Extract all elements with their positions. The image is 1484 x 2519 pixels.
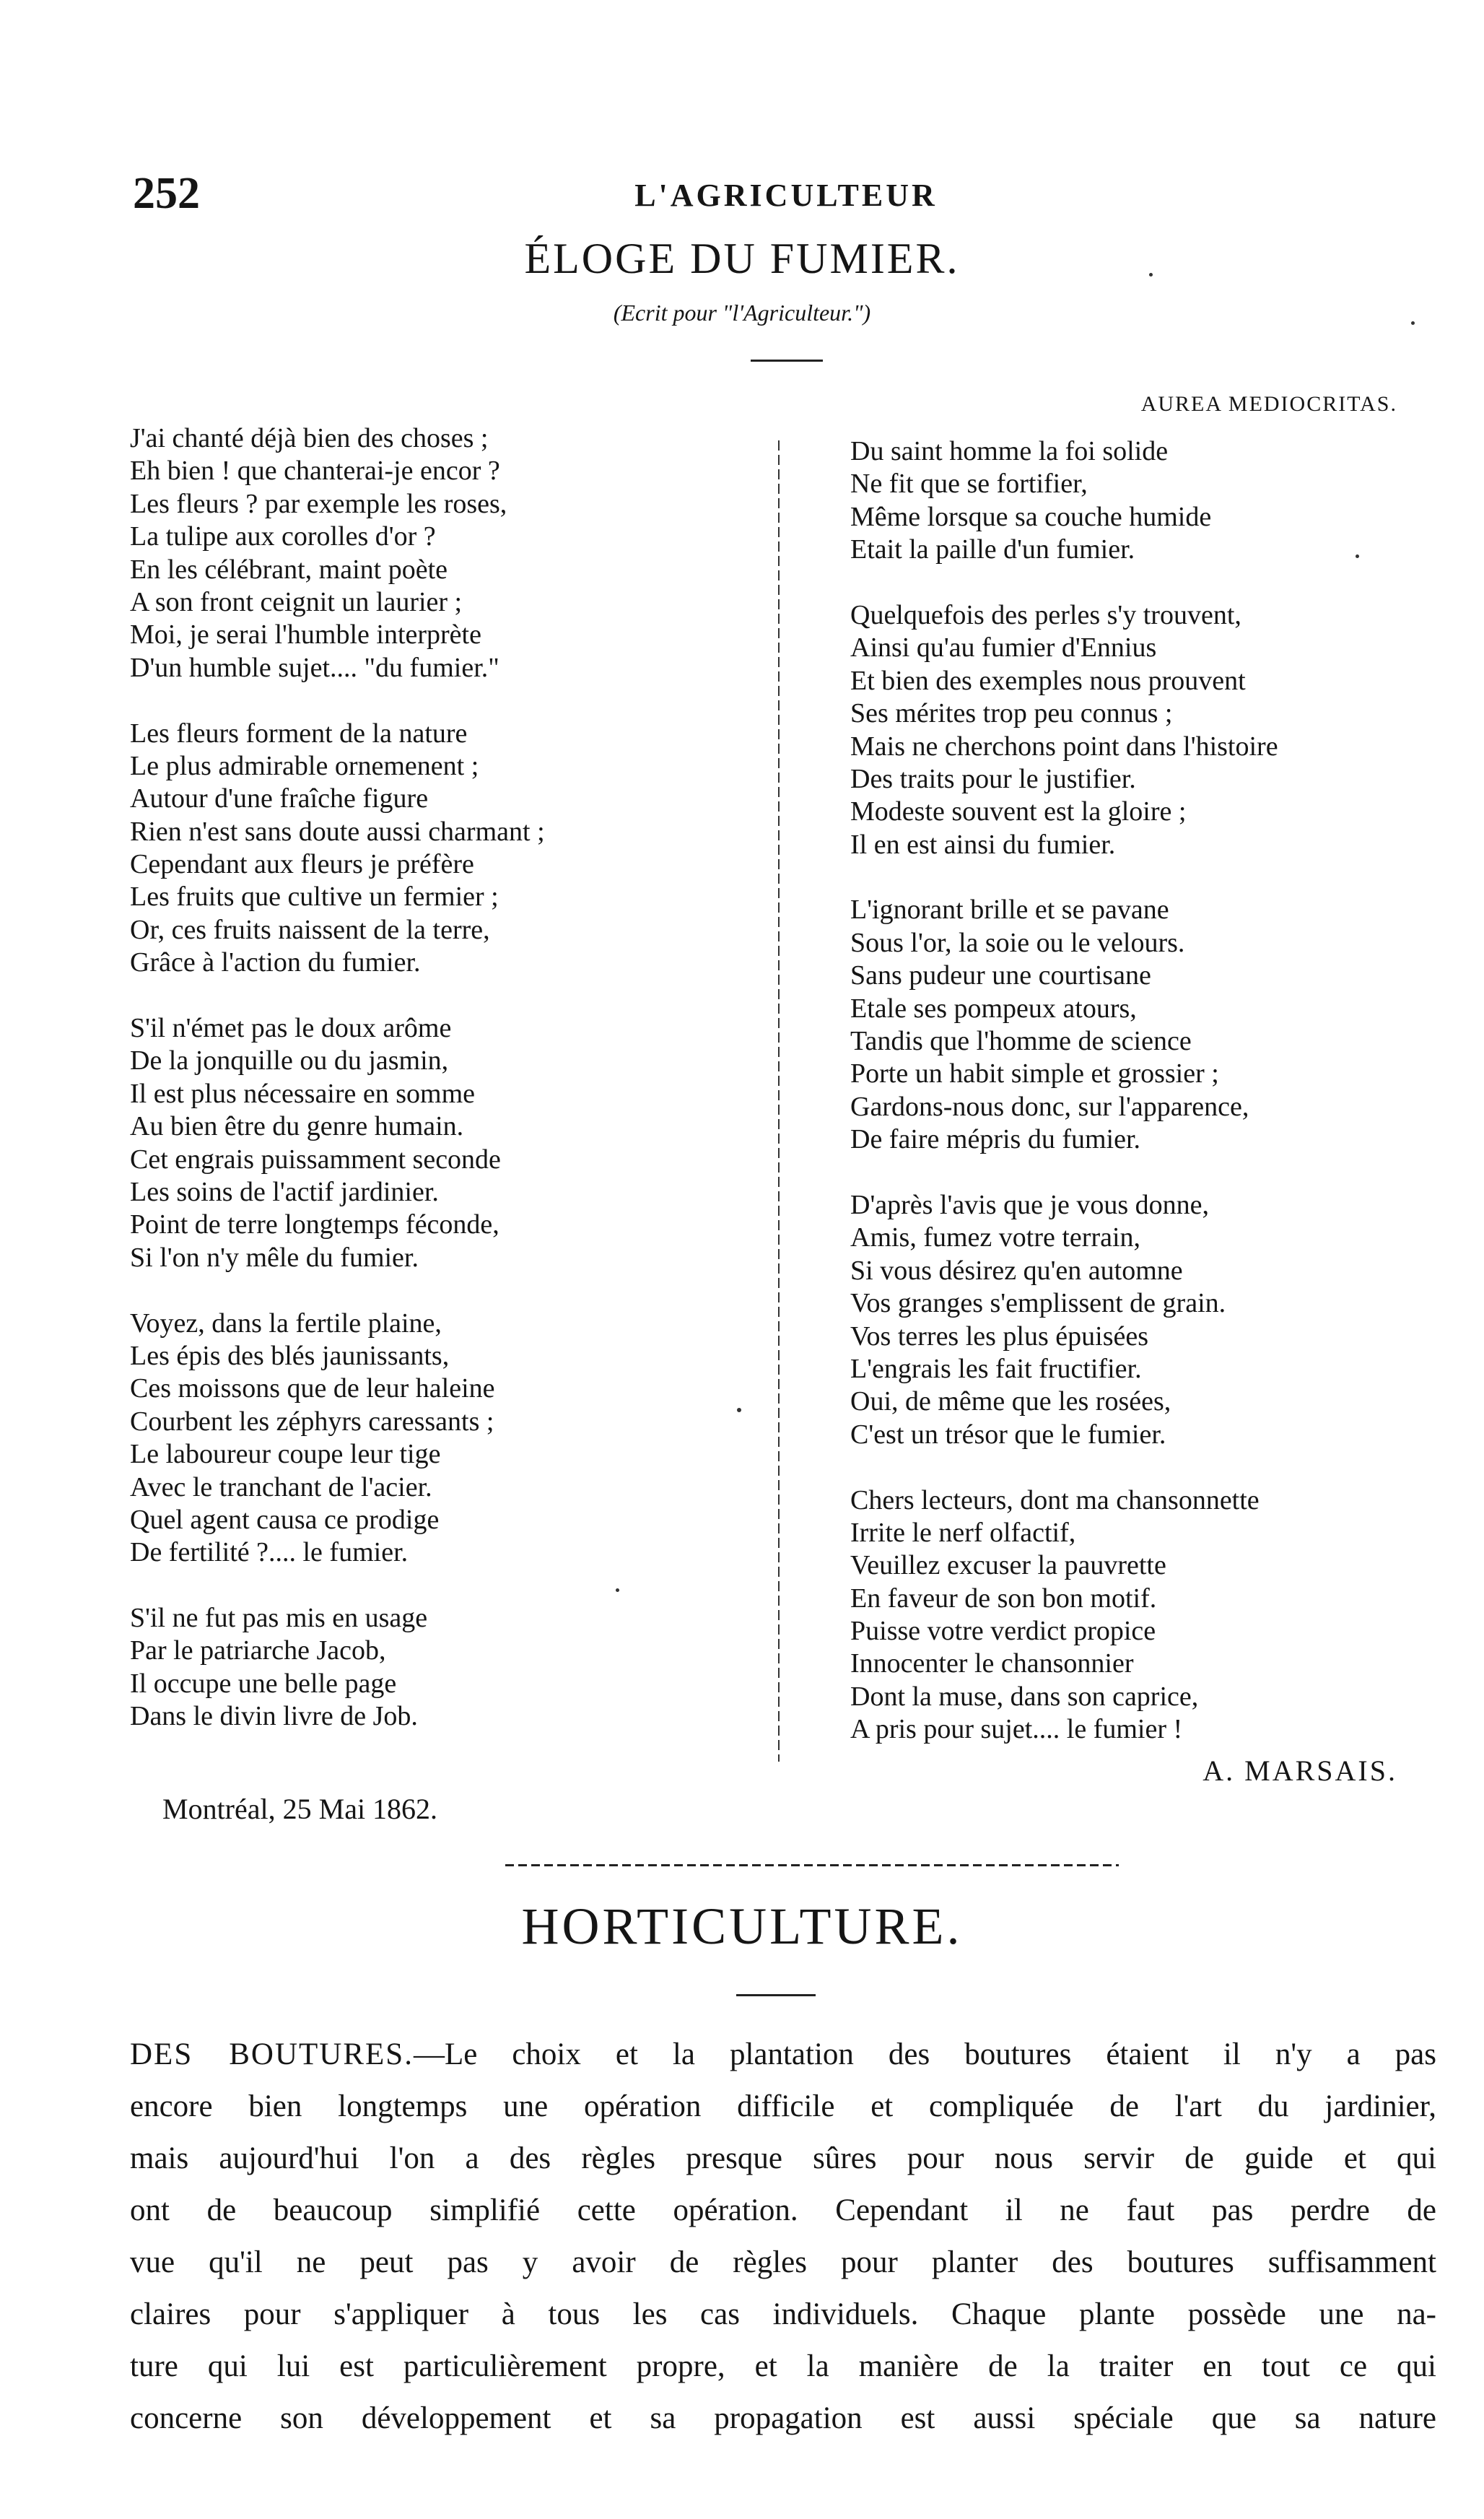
- poem-line: D'après l'avis que je vous donne,: [850, 1189, 1210, 1220]
- poem-line: Amis, fumez votre terrain,: [850, 1222, 1141, 1253]
- stanza-break: [850, 861, 1278, 894]
- paragraph-text: ont de beaucoup simplifié cette opération. Cependant il ne faut pas perdre de: [130, 2193, 1436, 2227]
- poem-line: Point de terre longtemps féconde,: [130, 1209, 499, 1240]
- poem-line: Eh bien ! que chanterai-je encor ?: [130, 456, 500, 487]
- paragraph-text: ture qui lui est particulièrement propre, et la manière de la traiter en tout ce qui: [130, 2349, 1436, 2383]
- poem-line: En faveur de son bon motif.: [850, 1583, 1157, 1614]
- poem-line: Il est plus nécessaire en somme: [130, 1078, 476, 1109]
- stanza-break: [850, 1451, 1278, 1484]
- poem-line: Modeste souvent est la gloire ;: [850, 796, 1187, 827]
- paragraph-text: encore bien longtemps une opération difficile et compliquée de l'art du jardinier,: [130, 2089, 1436, 2123]
- paragraph-line: [130, 2081, 1436, 2133]
- poem-line: Sans pudeur une courtisane: [850, 960, 1151, 991]
- poem-line: Tandis que l'homme de science: [850, 1026, 1192, 1057]
- paragraph-line: [130, 2185, 1436, 2237]
- lead-in: DES BOUTURES.: [130, 2037, 414, 2071]
- poem-line: La tulipe aux corolles d'or ?: [130, 521, 436, 552]
- poem-line: Porte un habit simple et grossier ;: [850, 1058, 1219, 1089]
- poem-line: Rien n'est sans doute aussi charmant ;: [130, 816, 545, 847]
- poem-line: Si l'on n'y mêle du fumier.: [130, 1242, 419, 1273]
- poem-line: De la jonquille ou du jasmin,: [130, 1045, 449, 1076]
- running-title: L'AGRICULTEUR: [634, 178, 938, 213]
- section-title-rule: [736, 1994, 816, 1996]
- poem-line: L'ignorant brille et se pavane: [850, 895, 1169, 926]
- paragraph-line: [130, 2393, 1436, 2445]
- paragraph-text: concerne son développement et sa propagation est aussi spéciale que sa nature: [130, 2401, 1436, 2435]
- page-number: 252: [133, 169, 200, 218]
- poem-line: Cet engrais puissamment seconde: [130, 1144, 501, 1175]
- paragraph-text: —Le choix et la plantation des boutures étaient il n'y a pas: [413, 2037, 1436, 2071]
- poem-line: Chers lecteurs, dont ma chansonnette: [850, 1484, 1260, 1515]
- poem-line: Gardons-nous donc, sur l'apparence,: [850, 1091, 1249, 1122]
- poem-line: Par le patriarche Jacob,: [130, 1635, 386, 1666]
- poem-line: Le plus admirable ornemenent ;: [130, 750, 479, 781]
- poem-line: D'un humble sujet.... "du fumier.": [130, 652, 499, 683]
- poem-line: Innocenter le chansonnier: [850, 1648, 1134, 1679]
- poem-line: Puisse votre verdict propice: [850, 1616, 1156, 1647]
- poem-line: En les célébrant, maint poète: [130, 554, 448, 585]
- poem-line: Le laboureur coupe leur tige: [130, 1439, 441, 1470]
- poem-line: Ses mérites trop peu connus ;: [850, 698, 1173, 729]
- paragraph-line: [130, 2341, 1436, 2393]
- poem-line: Dont la muse, dans son caprice,: [850, 1681, 1199, 1712]
- poem-line: Ces moissons que de leur haleine: [130, 1373, 495, 1404]
- paragraph-line: [130, 2029, 1436, 2081]
- paragraph-line: [130, 2237, 1436, 2289]
- paragraph-line: [130, 2289, 1436, 2341]
- print-speck: [1411, 321, 1415, 325]
- poem-line: A son front ceignit un laurier ;: [130, 586, 463, 617]
- poem-line: Vos terres les plus épuisées: [850, 1321, 1149, 1352]
- print-speck: [1149, 273, 1153, 277]
- print-speck: [1356, 554, 1359, 558]
- poem-line: Moi, je serai l'humble interprète: [130, 619, 481, 651]
- print-speck: [737, 1408, 741, 1412]
- poem-line: Et bien des exemples nous prouvent: [850, 665, 1246, 696]
- poem-line: Ne fit que se fortifier,: [850, 469, 1088, 500]
- poem-line: Même lorsque sa couche humide: [850, 501, 1212, 532]
- author-signature: A. MARSAIS.: [1203, 1754, 1397, 1787]
- stanza-break: [130, 684, 545, 717]
- poem-line: L'engrais les fait fructifier.: [850, 1353, 1142, 1384]
- poem-line: Vos granges s'emplissent de grain.: [850, 1288, 1226, 1319]
- poem-line: Voyez, dans la fertile plaine,: [130, 1308, 442, 1339]
- poem-line: Au bien être du genre humain.: [130, 1111, 464, 1142]
- poem-subtitle: (Ecrit pour "l'Agriculteur."): [613, 300, 871, 326]
- epigraph: AUREA MEDIOCRITAS.: [1140, 392, 1397, 416]
- page-header: [133, 165, 1439, 222]
- poem-line: Quelquefois des perles s'y trouvent,: [850, 599, 1241, 630]
- poem-line: Dans le divin livre de Job.: [130, 1701, 418, 1732]
- poem-line: Les fruits que cultive un fermier ;: [130, 882, 499, 913]
- poem-line: Courbent les zéphyrs caressants ;: [130, 1406, 494, 1437]
- poem-line: A pris pour sujet.... le fumier !: [850, 1714, 1183, 1745]
- section-divider: [505, 1864, 1119, 1866]
- poem-line: Sous l'or, la soie ou le velours.: [850, 927, 1185, 958]
- paragraph-line: [130, 2133, 1436, 2185]
- paragraph-text: vue qu'il ne peut pas y avoir de règles pour planter des boutures suffisamment: [130, 2245, 1436, 2279]
- poem-line: Cependant aux fleurs je préfère: [130, 849, 474, 880]
- poem-title: ÉLOGE DU FUMIER.: [524, 235, 960, 282]
- poem-line: De faire mépris du fumier.: [850, 1124, 1141, 1155]
- section-paragraph: [130, 2029, 1436, 2445]
- poem-line: Etale ses pompeux atours,: [850, 993, 1137, 1024]
- poem-line: Des traits pour le justifier.: [850, 763, 1136, 794]
- poem-line: Mais ne cherchons point dans l'histoire: [850, 731, 1278, 762]
- poem-line: Irrite le nerf olfactif,: [850, 1517, 1076, 1548]
- poem-line: Les soins de l'actif jardinier.: [130, 1176, 439, 1207]
- poem-line: Il occupe une belle page: [130, 1668, 397, 1699]
- print-speck: [616, 1588, 619, 1592]
- poem-right-column: [850, 435, 1278, 1746]
- poem-line: J'ai chanté déjà bien des choses ;: [130, 423, 489, 453]
- poem-line: Il en est ainsi du fumier.: [850, 829, 1116, 860]
- poem-line: Veuillez excuser la pauvrette: [850, 1550, 1166, 1581]
- stanza-break: [850, 567, 1278, 599]
- poem-line: Autour d'une fraîche figure: [130, 783, 429, 814]
- title-rule: [751, 360, 823, 362]
- poem-line: Les fleurs ? par exemple les roses,: [130, 488, 507, 519]
- paragraph-text: claires pour s'appliquer à tous les cas individuels. Chaque plante possède une na-: [130, 2297, 1436, 2331]
- paragraph-text: mais aujourd'hui l'on a des règles presque sûres pour nous servir de guide et qui: [130, 2141, 1436, 2175]
- poem-line: Oui, de même que les rosées,: [850, 1386, 1171, 1417]
- poem-line: Si vous désirez qu'en automne: [850, 1255, 1183, 1286]
- dateline: Montréal, 25 Mai 1862.: [162, 1793, 438, 1825]
- poem-line: Ainsi qu'au fumier d'Ennius: [850, 632, 1157, 664]
- column-divider: [778, 440, 780, 1762]
- poem-line: Quel agent causa ce prodige: [130, 1504, 440, 1535]
- poem-line: Or, ces fruits naissent de la terre,: [130, 914, 490, 945]
- poem-line: Grâce à l'action du fumier.: [130, 947, 421, 978]
- poem-line: C'est un trésor que le fumier.: [850, 1419, 1166, 1450]
- poem-line: S'il n'émet pas le doux arôme: [130, 1013, 452, 1044]
- poem-line: S'il ne fut pas mis en usage: [130, 1603, 428, 1634]
- poem-line: De fertilité ?.... le fumier.: [130, 1537, 409, 1568]
- poem-line: Les épis des blés jaunissants,: [130, 1340, 450, 1371]
- poem-line: Avec le tranchant de l'acier.: [130, 1471, 432, 1502]
- poem-line: Du saint homme la foi solide: [850, 436, 1169, 466]
- stanza-break: [130, 980, 545, 1012]
- poem-line: Etait la paille d'un fumier.: [850, 534, 1135, 565]
- stanza-break: [130, 1274, 545, 1307]
- stanza-break: [130, 1570, 545, 1602]
- poem-line: Les fleurs forment de la nature: [130, 718, 468, 749]
- stanza-break: [850, 1157, 1278, 1189]
- section-title: HORTICULTURE.: [521, 1897, 963, 1955]
- poem-left-column: [130, 422, 545, 1733]
